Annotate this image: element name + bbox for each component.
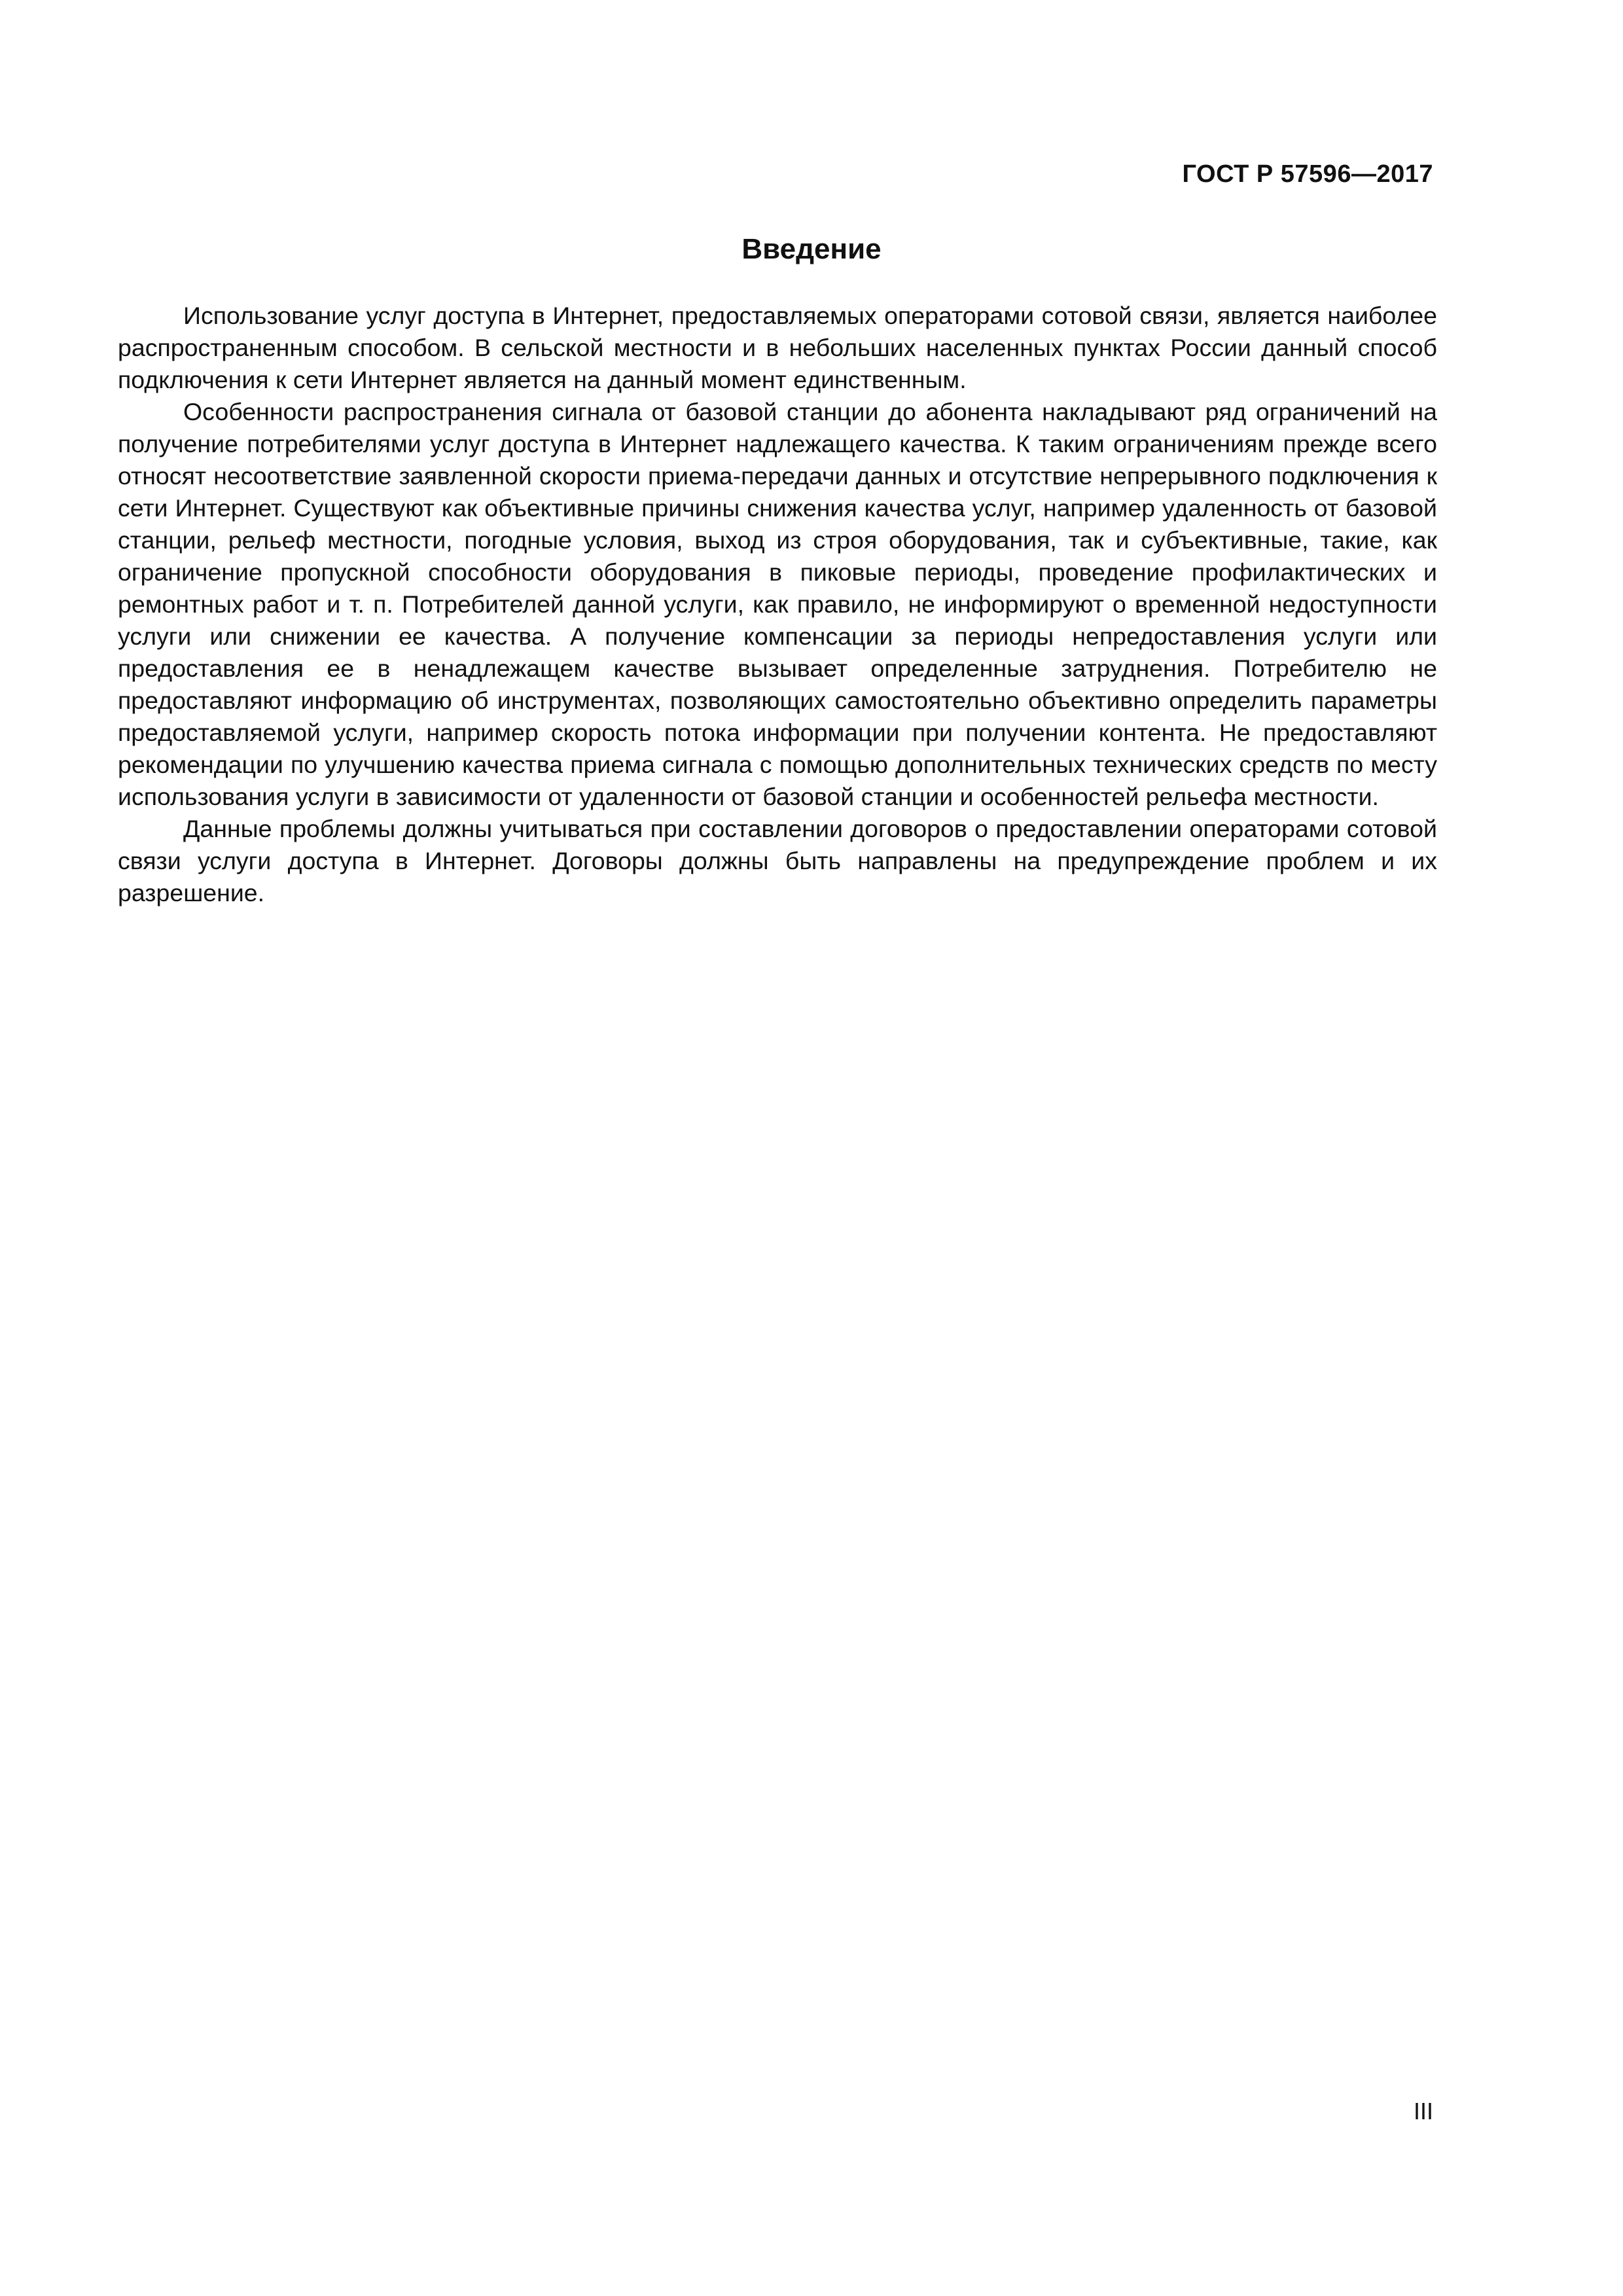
body-text xyxy=(118,300,1437,909)
section-title: Введение xyxy=(741,233,882,265)
page-number: III xyxy=(1413,2098,1433,2125)
paragraph: Особенности распространения сигнала от базовой станции до абонента накладывают ряд ограничений на получение потребителями услуг доступа в Интернет надлежащего качества. К таким ограничениям прежде всего относят несоответствие заявленной скорости приема-передачи данных и отсутствие непрерывного подключения к сети Интернет. Существуют как объективные причины снижения качества услуг, например удаленность от базовой станции, рельеф местности, погодные условия, выход из строя оборудования, так и субъективные, такие, как ограничение пропускной способности оборудования в пиковые периоды, проведение профилактических и ремонтных работ и т. п. Потребителей данной услуги, как правило, не информируют о временной недоступности услуги или снижении ее качества. А получение компенсации за периоды непредоставления услуги или предоставления ее в ненадлежащем качестве вызывает определенные затруднения. Потребителю не предоставляют информацию об инструментах, позволяющих самостоятельно объективно определить параметры предоставляемой услуги, например скорость потока информации при получении контента. Не предоставляют рекомендации по улучшению качества приема сигнала с помощью дополнительных технических средств по месту использования услуги в зависимости от удаленности от базовой станции и особенностей рельефа местности. xyxy=(118,398,1437,810)
paragraph: Использование услуг доступа в Интернет, предоставляемых операторами сотовой связи, является наиболее распространенным способом. В сельской местности и в небольших населенных пунктах России данный способ подключения к сети Интернет является на данный момент единственным. xyxy=(118,302,1437,393)
document-code: ГОСТ Р 57596—2017 xyxy=(1182,160,1433,188)
paragraph: Данные проблемы должны учитываться при составлении договоров о предоставлении операторами сотовой связи услуги доступа в Интернет. Договоры должны быть направлены на предупреждение проблем и их разрешение. xyxy=(118,815,1437,906)
